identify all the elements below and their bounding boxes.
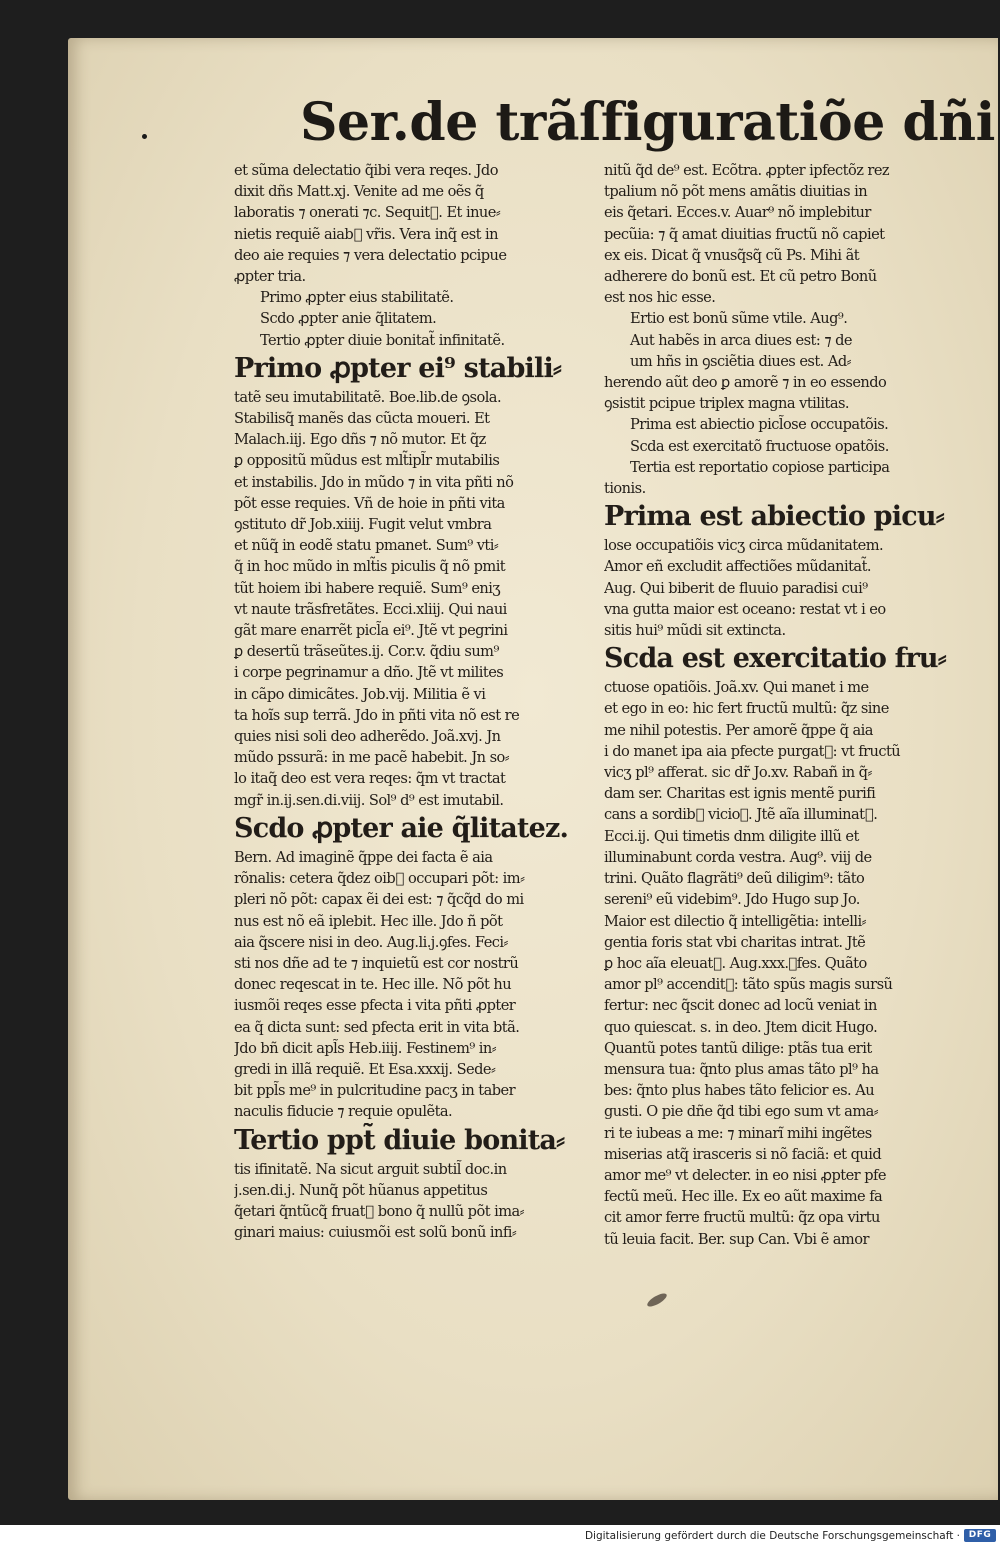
ink-dot xyxy=(142,134,147,139)
text-line: mensura tua: q̃nto plus amas tãto pl⁹ ha xyxy=(604,1060,879,1078)
text-line: ꝑ oppositũ mũdus est mlt̃ipl̃r mutabilis xyxy=(234,452,500,470)
text-line: donec reqescat in te. Hec ille. Nõ põt hu xyxy=(234,976,512,994)
text-line: trini. Quãto flagrãti⁹ deũ diligim⁹: tãto xyxy=(604,870,865,888)
text-line: Ertio est bonũ sũme vtile. Aug⁹. xyxy=(630,310,848,328)
text-line: tatẽ seu imutabilitatẽ. Boe.lib.de ꝯsola. xyxy=(234,388,502,406)
text-line: Bern. Ad imaginẽ q̃ppe dei facta ẽ aia xyxy=(234,848,493,866)
section-heading: Scdo ꝓpter aie q̃litatez. xyxy=(234,812,569,844)
text-line: ta hoĩs sup terrã. Jdo in pñti vita nõ est re xyxy=(234,706,520,724)
text-line: et ego in eo: hic fert fructũ multũ: q̃z sine xyxy=(604,700,889,718)
text-line: fertur: nec q̃scit donec ad locũ veniat in xyxy=(604,997,877,1015)
text-line: ꝯstituto dr̃ Job.xiiij. Fugit velut vmbra xyxy=(234,516,492,534)
text-line: sereni⁹ eũ videbim⁹. Jdo Hugo sup Jo. xyxy=(604,891,860,909)
text-line: ex eis. Dicat q̃ vnusq̃sq̃ cũ Ps. Mihi ãt xyxy=(604,246,860,264)
text-line: bes: q̃nto plus habes tãto felicior es. Au xyxy=(604,1082,875,1100)
footer-credit: Digitalisierung gefördert durch die Deutsche Forschungsgemeinschaft · xyxy=(584,1530,960,1542)
text-line: tũt hoiem ibi habere requiẽ. Sum⁹ eniʒ xyxy=(234,579,501,597)
text-line: Ecci.ij. Qui timetis dnm diligite illũ et xyxy=(604,827,859,845)
text-line: herendo aũt deo ꝑ amorẽ ⁊ in eo essendo xyxy=(604,374,887,392)
text-line: illuminabunt corda vestra. Aug⁹. viij de xyxy=(604,848,872,866)
text-line: rõnalis: cetera q̃dez oib᷒ occupari põt: im⸗ xyxy=(234,870,525,888)
text-line: laboratis ⁊ onerati ⁊c. Sequit᷑. Et inue⸗ xyxy=(234,204,501,222)
text-line: tis ifinitatẽ. Na sicut arguit subtil̃ doc.in xyxy=(234,1160,507,1178)
text-line: vna gutta maior est oceano: restat vt i eo xyxy=(604,600,886,618)
text-line: Maior est dilectio q̃ intelligẽtia: intelli⸗ xyxy=(604,912,866,930)
dfg-logo: DFG xyxy=(964,1529,996,1542)
text-line: Stabilisq̃ manẽs das cũcta moueri. Et xyxy=(234,410,490,428)
text-line: Primo ꝓpter eius stabilitatẽ. xyxy=(260,289,454,307)
text-line: ri te iubeas a me: ⁊ minarĩ mihi ingẽtes xyxy=(604,1124,872,1142)
text-line: um hñs in ꝯsciẽtia diues est. Ad⸗ xyxy=(630,352,851,370)
text-line: ꝑ hoc aĩa eleuat᷑. Aug.xxx.ꝯfes. Quãto xyxy=(604,954,867,972)
text-line: amor me⁹ vt delecter. in eo nisi ꝓpter pfe xyxy=(604,1166,886,1184)
text-line: lo itaq̃ deo est vera reqes: q̃m vt tractat xyxy=(234,770,506,788)
text-line: gusti. O pie dñe q̃d tibi ego sum vt ama⸗ xyxy=(604,1103,879,1121)
text-line: bit ppl̃s me⁹ in pulcritudine pacʒ in taber xyxy=(234,1082,516,1100)
text-line: cans a sordib᷒ vicioꝝ. Jtẽ aĩa illuminat᷑. xyxy=(604,806,878,824)
text-line: in cãpo dimicãtes. Job.vij. Militia ẽ vi xyxy=(234,685,486,703)
text-line: tũ leuia facit. Ber. sup Can. Vbi ẽ amor xyxy=(604,1230,869,1248)
text-line: vt naute trãsfretãtes. Ecci.xliij. Qui naui xyxy=(234,600,507,618)
text-line: naculis fiducie ⁊ requie opulẽta. xyxy=(234,1103,453,1121)
text-line: Tertia est reportatio copiose participa xyxy=(630,458,890,476)
text-line: mũdo pssurã: in me pacẽ habebit. Jn so⸗ xyxy=(234,749,510,767)
text-line: i corpe pegrinamur a dño. Jtẽ vt milites xyxy=(234,664,504,682)
text-line: Aut habẽs in arca diues est: ⁊ de xyxy=(630,331,852,349)
text-line: Malach.iij. Ego dñs ⁊ nõ mutor. Et q̃z xyxy=(234,431,486,449)
text-line: nietis requiẽ aiab᷒ vr̃is. Vera inq̃ est in xyxy=(234,225,499,243)
section-heading: Prima est abiectio picu⸗ xyxy=(604,501,944,533)
text-line: gentia foris stat vbi charitas intrat. Jtẽ xyxy=(604,933,866,951)
text-line: q̃ in hoc mũdo in mlt̃is piculis q̃ nõ pmit xyxy=(234,558,506,576)
text-line: adherere do bonũ est. Et cũ petro Bonũ xyxy=(604,268,877,286)
text-line: et instabilis. Jdo in mũdo ⁊ in vita pñti nõ xyxy=(234,473,514,491)
text-line: gredi in illã requiẽ. Et Esa.xxxij. Sede⸗ xyxy=(234,1060,496,1078)
text-line: et sũma delectatio q̃ibi vera reqes. Jdo xyxy=(234,162,498,179)
text-line: ꝑ desertũ trãseũtes.ij. Cor.v. q̃diu sum⁹ xyxy=(234,643,499,661)
text-line: ꝯsistit pcipue triplex magna vtilitas. xyxy=(604,395,849,413)
text-line: gãt mare enarrẽt picl̃a ei⁹. Jtẽ vt pegrini xyxy=(234,622,508,640)
text-line: lose occupatiõis vicʒ circa mũdanitatem. xyxy=(604,537,884,555)
text-line: quo quiescat. s. in deo. Jtem dicit Hugo. xyxy=(604,1018,878,1036)
text-line: dixit dñs Matt.xj. Venite ad me oẽs q̃ xyxy=(234,183,484,201)
text-line: ctuose opatiõis. Joã.xv. Qui manet i me xyxy=(604,679,869,697)
section-heading: Scda est exercitatio fru⸗ xyxy=(604,643,946,675)
running-header: Ser.de trãſfiguratiõe dñi xyxy=(300,92,995,153)
text-line: Tertio ꝓpter diuie bonitat̃ infinitatẽ. xyxy=(260,331,505,349)
text-line: fectũ meũ. Hec ille. Ex eo aũt maxime fa xyxy=(604,1188,883,1206)
text-line: tionis. xyxy=(604,480,646,498)
text-line: Jdo bñ dicit apl̃s Heb.iiij. Festinem⁹ in⸗ xyxy=(234,1039,497,1057)
text-line: dam ser. Charitas est ignis mentẽ purifi xyxy=(604,785,876,803)
text-line: tpalium nõ põt mens amãtis diuitias in xyxy=(604,183,868,201)
text-line: ginari maius: cuiusmõi est solũ bonũ infi⸗ xyxy=(234,1224,517,1242)
text-line: aia q̃scere nisi in deo. Aug.li.j.ꝯfes. Feci⸗ xyxy=(234,933,508,951)
text-line: eis q̃etari. Ecces.v. Auar⁹ nõ implebitur xyxy=(604,204,871,222)
text-line: iusmõi reqes esse pfecta i vita pñti ꝓpter xyxy=(234,997,516,1015)
text-line: sti nos dñe ad te ⁊ inquietũ est cor nostrũ xyxy=(234,954,519,972)
text-line: nus est nõ eã iplebit. Hec ille. Jdo ñ põt xyxy=(234,912,503,930)
text-line: amor pl⁹ accendit᷑: tãto spũs magis sursũ xyxy=(604,976,893,994)
text-line: et nũq̃ in eodẽ statu pmanet. Sum⁹ vti⸗ xyxy=(234,537,499,555)
text-line: deo aie requies ⁊ vera delectatio pcipue xyxy=(234,246,507,264)
text-line: Quantũ potes tantũ dilige: ptãs tua erit xyxy=(604,1039,872,1057)
text-line: i do manet ipa aia pfecte purgat᷑: vt fructũ xyxy=(604,742,901,760)
text-line: pleri nõ põt: capax ẽi dei est: ⁊ q̃cq̃d do mi xyxy=(234,891,524,909)
section-heading: Primo ꝓpter ei⁹ stabili⸗ xyxy=(234,352,562,384)
text-line: Aug. Qui biberit de fluuio paradisi cui⁹ xyxy=(604,579,868,597)
text-line: est nos hic esse. xyxy=(604,289,716,307)
text-line: sitis hui⁹ mũdi sit extincta. xyxy=(604,622,786,640)
left-text-column xyxy=(234,160,592,1243)
text-line: Scda est exercitatõ fructuose opatõis. xyxy=(630,437,889,455)
text-line: vicʒ pl⁹ afferat. sic dr̃ Jo.xv. Rabañ in q̃⸗ xyxy=(604,764,872,782)
text-line: põt esse requies. Vñ de hoie in pñti vita xyxy=(234,494,505,512)
text-line: quies nisi soli deo adherẽdo. Joã.xvj. Jn xyxy=(234,728,501,746)
text-line: j.sen.di.j. Nunq̃ põt hũanus appetitus xyxy=(234,1181,488,1199)
text-line: Prima est abiectio picl̃ose occupatõis. xyxy=(630,416,889,434)
text-line: Amor eñ excludit affectiões mũdanitat̃. xyxy=(604,558,871,576)
text-line: mgr̃ in.ij.sen.di.viij. Sol⁹ d⁹ est imutabil. xyxy=(234,791,504,809)
text-line: me nihil potestis. Per amorẽ q̃ppe q̃ aia xyxy=(604,721,873,739)
text-line: ꝓpter tria. xyxy=(234,268,306,286)
right-text-column xyxy=(604,160,966,1250)
text-line: ea q̃ dicta sunt: sed pfecta erit in vita btã. xyxy=(234,1018,520,1036)
text-line: nitũ q̃d de⁹ est. Ecõtra. ꝓpter ipfectõz rez xyxy=(604,162,890,179)
text-line: miserias atq̃ irasceris si nõ faciã: et quid xyxy=(604,1145,882,1163)
text-line: q̃etari q̃ntũcq̃ fruat᷑ bono q̃ nullũ põt ima⸗ xyxy=(234,1202,524,1220)
section-heading: Tertio ppt̃ diuie bonita⸗ xyxy=(234,1124,565,1156)
text-line: cit amor ferre fructũ multũ: q̃z opa virtu xyxy=(604,1209,880,1227)
text-line: pecũia: ⁊ q̃ amat diuitias fructũ nõ capiet xyxy=(604,225,885,243)
text-line: Scdo ꝓpter anie q̃litatem. xyxy=(260,310,437,328)
